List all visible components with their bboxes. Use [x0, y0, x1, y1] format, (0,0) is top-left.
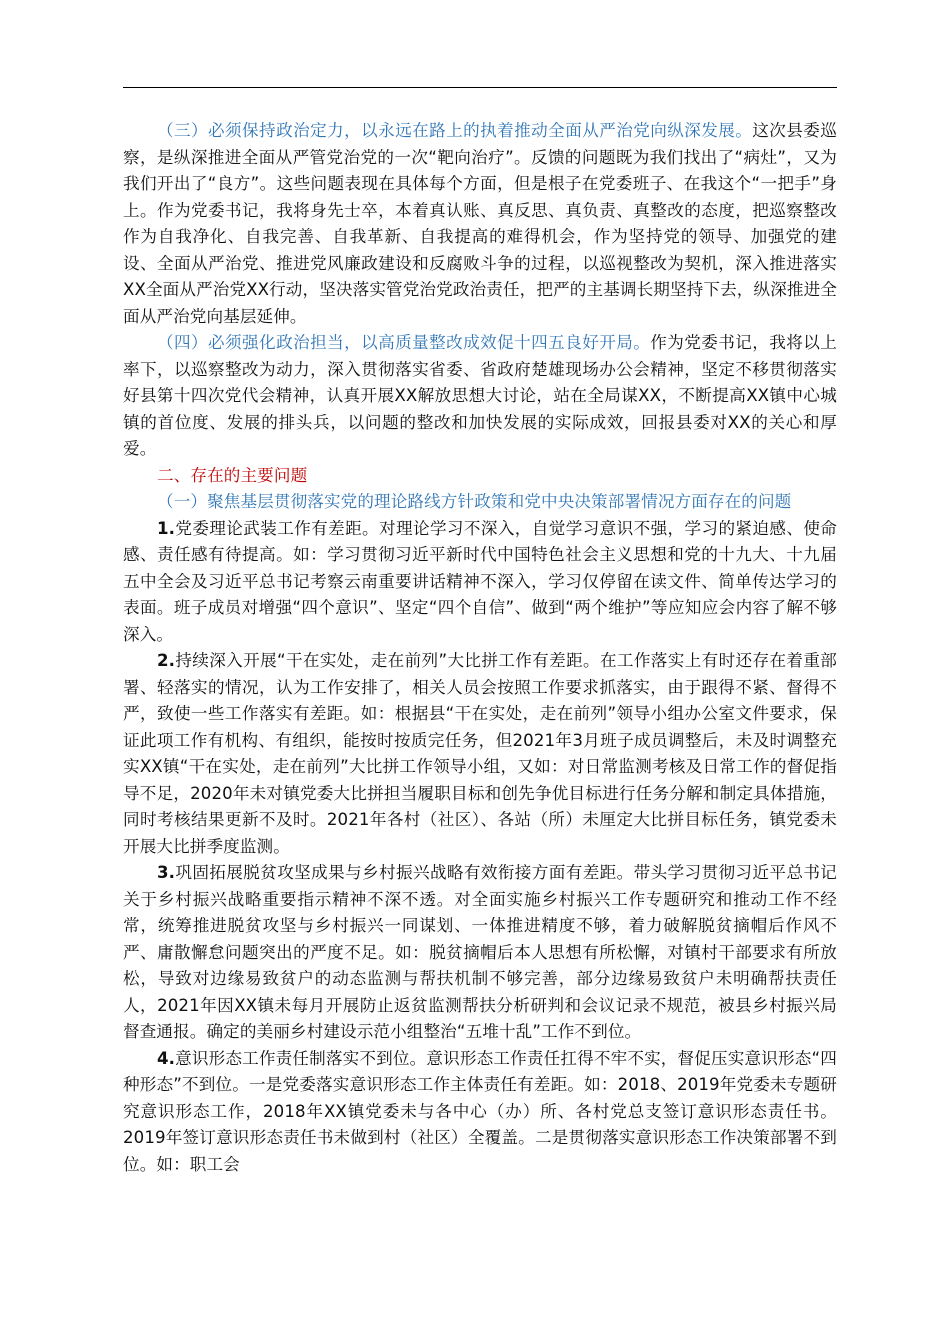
item-lead: 持续深入开展“干在实处，走在前列”: [175, 651, 448, 670]
item-text: 党委理论武装工作有差距。对理论学习不深入，自觉学习意识不强，学习的紧迫感、使命感、责任感有待提高。如：学习贯彻习近平新时代中国特色社会主义思想和党的十九大、十九届五中全会及习近平总书记考察云南重要讲话精神不深入，学习仅停留在读文件、简单传达学习的表面。班子成员对增强“四个意识”、坚定“四个自信”、做到“两个维护”等应知应会内容了解不够深入。: [123, 518, 837, 644]
paragraph-heading: （三）必须保持政治定力，以永远在路上的执着推动全面从严治党向纵深发展。: [157, 121, 753, 140]
item-text: 意识形态工作责任制落实不到位。意识形态工作责任扛得不牢不实，督促压实意识形态“四种形态”不到位。一是党委落实意识形态工作主体责任有差距。如：2018、2019年党委未专题研究意识形态工作，2018年XX镇党委未与各中心（办）所、各村党总支签订意识形态责任书。2019年签订意识形态责任书未做到村（社区）全覆盖。二是贯彻落实意识形态工作决策部署不到位。如：职工会: [123, 1048, 837, 1174]
item-2: [123, 648, 837, 860]
header-rule: [123, 87, 837, 88]
paragraph-text: 这次县委巡察，是纵深推进全面从严管党治党的一次“靶向治疗”。反馈的问题既为我们找出了“病灶”，又为我们开出了“良方”。这些问题表现在具体每个方面，但是根子在党委班子、在我这个“一把手”身上。作为党委书记，我将身先士卒，本着真认账、真反思、真负责、真整改的态度，把巡察整改作为自我净化、自我完善、自我革新、自我提高的难得机会，作为坚持党的领导、加强党的建设、全面从严治党、推进党风廉政建设和反腐败斗争的过程，以巡视整改为契机，深入推进落实XX全面从严治党XX行动，坚决落实管党治党政治责任，把严的主基调长期坚持下去，纵深推进全面从严治党向基层延伸。: [123, 121, 838, 326]
paragraph-4: [123, 330, 837, 463]
document-body: [123, 118, 837, 1178]
item-1: [123, 516, 837, 649]
paragraph-text: 作为党委书记，我将以上率下，以巡察整改为动力，深入贯彻落实省委、省政府楚雄现场办公会精神，坚定不移贯彻落实好县第十四次党代会精神，认真开展XX解放思想大讨论，站在全局谋XX，不断提高XX镇中心城镇的首位度、发展的排头兵，以问题的整改和加快发展的实际成效，回报县委对XX的关心和厚爱。: [123, 333, 837, 458]
subsection-heading: [123, 489, 837, 516]
item-number: 3.: [157, 863, 176, 882]
subsection-title: （一）聚焦基层贯彻落实党的理论路线方针政策和党中央决策部署情况方面存在的问题: [157, 492, 792, 511]
paragraph-3: [123, 118, 837, 330]
item-4: [123, 1046, 837, 1179]
item-text: 大比拼工作有差距。在工作落实上有时还存在着重部署、轻落实的情况，认为工作安排了，相关人员会按照工作要求抓落实，由于跟得不紧、督得不严，致使一些工作落实有差距。如：根据县“干在实处，走在前列”领导小组办公室文件要求，保证此项工作有机构、有组织，能按时按质完任务，但2021年3月班子成员调整后，未及时调整充实XX镇“干在实处，走在前列”大比拼工作领导小组，又如：对日常监测考核及日常工作的督促指导不足，2020年未对镇党委大比拼担当履职目标和创先争优目标进行任务分解和制定具体措施，同时考核结果更新不及时。2021年各村（社区）、各站（所）未厘定大比拼目标任务，镇党委未开展大比拼季度监测。: [123, 651, 837, 856]
item-number: 4.: [157, 1048, 176, 1068]
section-heading: [123, 463, 837, 490]
item-number: 2.: [157, 651, 176, 670]
paragraph-heading: （四）必须强化政治担当，以高质量整改成效促十四五良好开局。: [157, 333, 651, 352]
item-3: [123, 860, 837, 1046]
item-text: 巩固拓展脱贫攻坚成果与乡村振兴战略有效衔接方面有差距。带头学习贯彻习近平总书记关于乡村振兴战略重要指示精神不深不透。对全面实施乡村振兴工作专题研究和推动工作不经常，统筹推进脱贫攻坚与乡村振兴一同谋划、一体推进精度不够，着力破解脱贫摘帽后作风不严、庸散懈怠问题突出的严度不足。如：脱贫摘帽后本人思想有所松懈，对镇村干部要求有所放松，导致对边缘易致贫户的动态监测与帮扶机制不够完善，部分边缘易致贫户未明确帮扶责任人，2021年因XX镇未每月开展防止返贫监测帮扶分析研判和会议记录不规范，被县乡村振兴局督查通报。确定的美丽乡村建设示范小组整治“五堆十乱”工作不到位。: [123, 863, 837, 1041]
item-number: 1.: [157, 518, 176, 538]
section-title: 二、存在的主要问题: [157, 465, 308, 485]
